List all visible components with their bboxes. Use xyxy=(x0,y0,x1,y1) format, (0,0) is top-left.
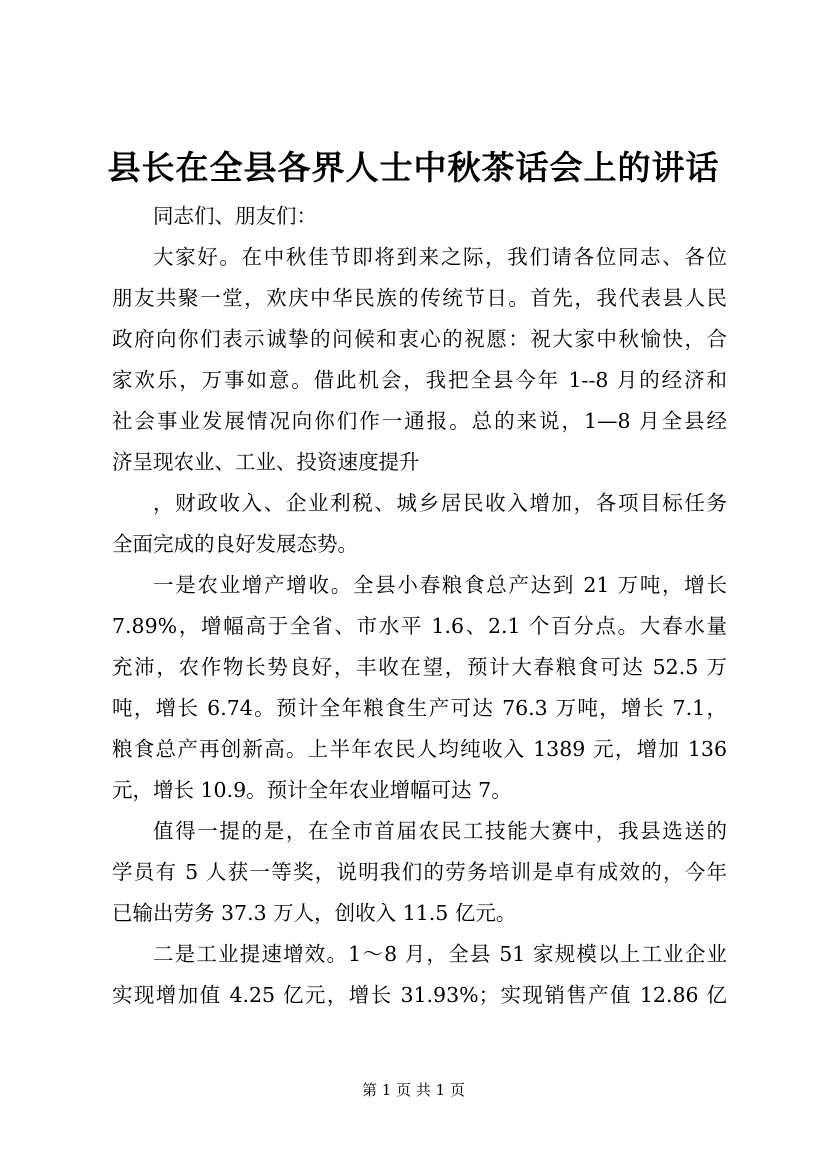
body-line: 7.89%，增幅高于全省、市水平 1.6、2.1 个百分点。大春水量 xyxy=(112,614,727,638)
body-line: ，财政收入、企业利税、城乡居民收入增加，各项目标任务 xyxy=(153,491,727,515)
body-line: 济呈现农业、工业、投资速度提升 xyxy=(112,450,420,474)
page-footer: 第 1 页 共 1 页 xyxy=(362,1081,465,1099)
document-body xyxy=(112,196,727,1016)
salutation-line: 同志们、朋友们： xyxy=(153,204,317,228)
body-line: 值得一提的是，在全市首届农民工技能大赛中，我县选送的 xyxy=(153,819,727,843)
body-line: 二是工业提速增效。1～8 月，全县 51 家规模以上工业企业 xyxy=(153,942,727,966)
body-line: 吨，增长 6.74。预计全年粮食生产可达 76.3 万吨，增长 7.1， xyxy=(112,696,727,720)
body-line: 充沛，农作物长势良好，丰收在望，预计大春粮食可达 52.5 万 xyxy=(112,655,727,679)
body-line: 一是农业增产增收。全县小春粮食总产达到 21 万吨，增长 xyxy=(153,573,727,597)
body-line: 学员有 5 人获一等奖，说明我们的劳务培训是卓有成效的，今年 xyxy=(112,860,727,884)
body-line: 粮食总产再创新高。上半年农民人均纯收入 1389 元，增加 136 xyxy=(112,737,727,761)
body-line: 实现增加值 4.25 亿元，增长 31.93%；实现销售产值 12.86 亿 xyxy=(112,983,727,1007)
body-line: 已输出劳务 37.3 万人，创收入 11.5 亿元。 xyxy=(112,901,517,925)
document-title: 县长在全县各界人士中秋茶话会上的讲话 xyxy=(107,148,720,187)
body-line: 大家好。在中秋佳节即将到来之际，我们请各位同志、各位 xyxy=(153,245,727,269)
body-line: 朋友共聚一堂，欢庆中华民族的传统节日。首先，我代表县人民 xyxy=(112,286,727,310)
body-line: 政府向你们表示诚挚的问候和衷心的祝愿：祝大家中秋愉快，合 xyxy=(112,327,727,351)
body-line: 全面完成的良好发展态势。 xyxy=(112,532,358,556)
body-line: 家欢乐，万事如意。借此机会，我把全县今年 1--8 月的经济和 xyxy=(112,368,727,392)
body-line: 社会事业发展情况向你们作一通报。总的来说，1—8 月全县经 xyxy=(112,409,727,433)
body-line: 元，增长 10.9。预计全年农业增幅可达 7。 xyxy=(112,778,512,802)
